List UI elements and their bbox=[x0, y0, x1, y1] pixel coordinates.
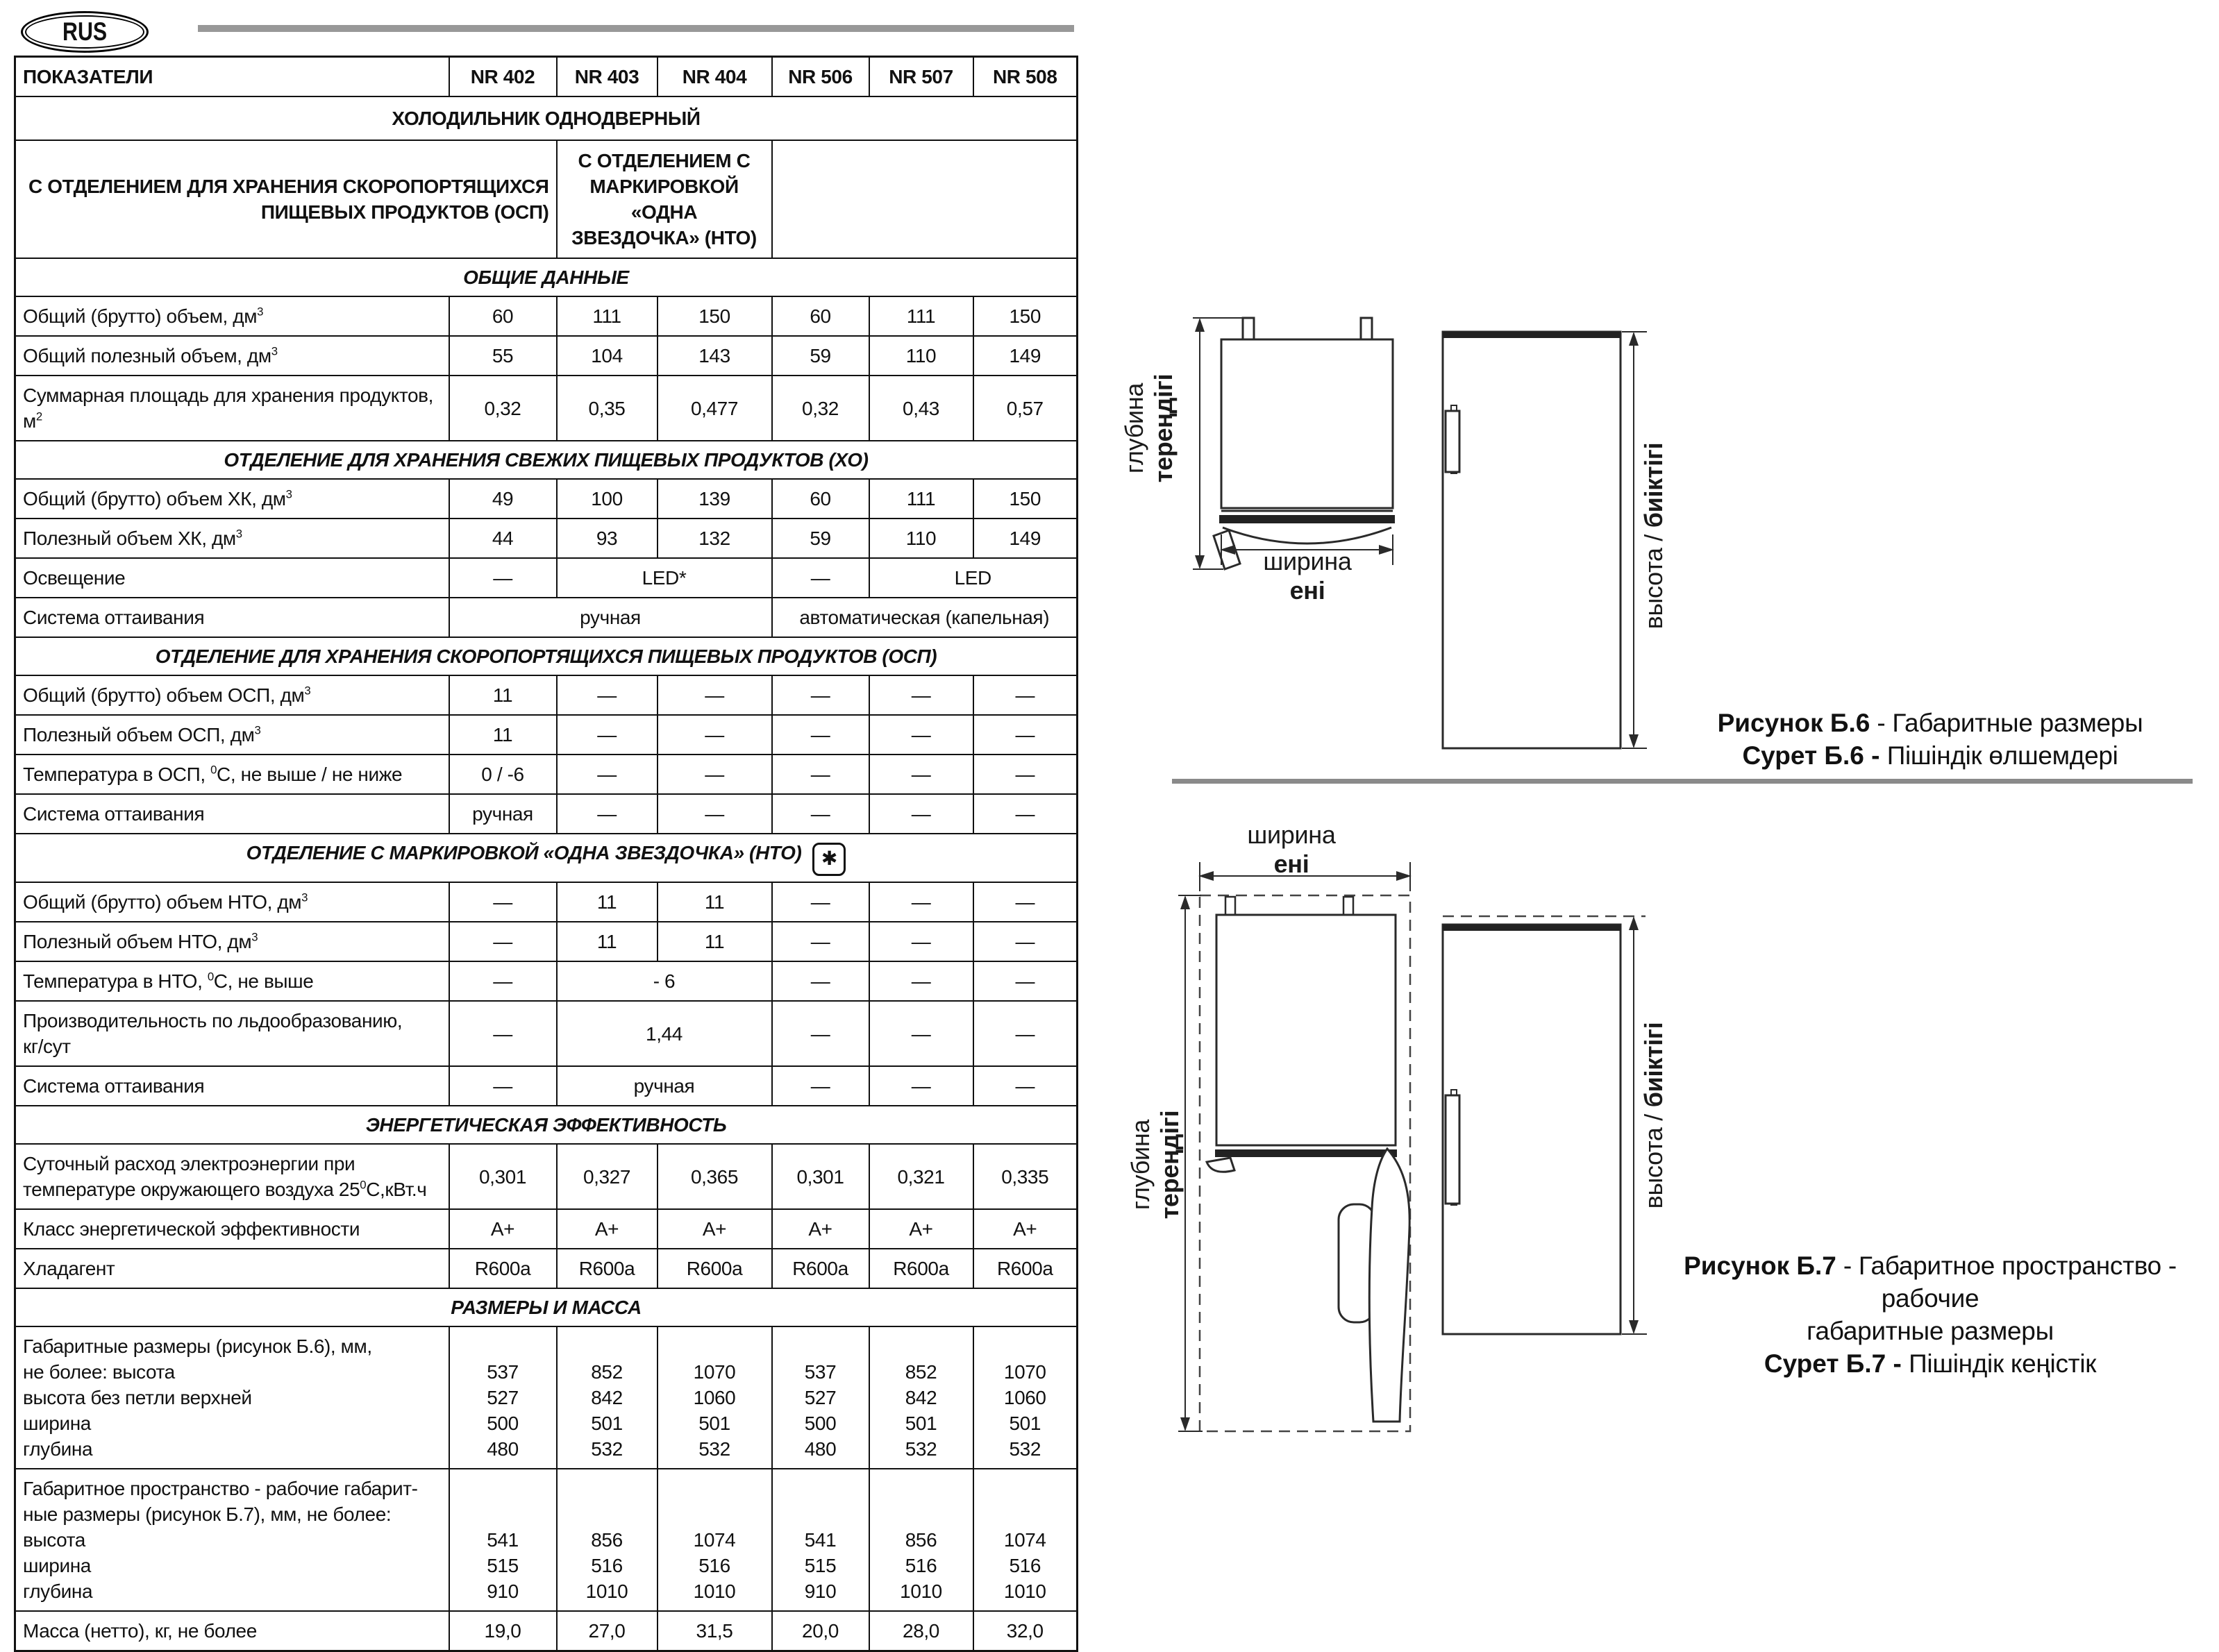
subheader-cell: С ОТДЕЛЕНИЕМ С МАРКИРОВКОЙ «ОДНА ЗВЕЗДОЧКА» (НТО) bbox=[557, 140, 772, 258]
depth-label-ru: глубина bbox=[1120, 382, 1148, 474]
table-row bbox=[15, 1066, 1078, 1106]
cell-value: 0,35 bbox=[557, 376, 658, 441]
column-header: NR 404 bbox=[658, 57, 772, 97]
height-label-kk: биіктігі bbox=[1639, 1022, 1668, 1108]
section-title: ЭНЕРГЕТИЧЕСКАЯ ЭФФЕКТИВНОСТЬ bbox=[15, 1106, 1078, 1144]
row-label: Общий (брутто) объем ХК, $дм^3$ bbox=[15, 479, 449, 519]
width-label-ru: ширина bbox=[1263, 547, 1352, 575]
cell-value: А+ bbox=[973, 1209, 1078, 1249]
one-star-icon: ✱ bbox=[812, 843, 846, 876]
row-label: Температура в ОСП, $^0$С, не выше / не ниже bbox=[15, 755, 449, 794]
table-row bbox=[15, 1209, 1078, 1249]
cell-value: 0 / -6 bbox=[449, 755, 557, 794]
cell-value: 31,5 bbox=[658, 1611, 772, 1651]
row-label: Система оттаивания bbox=[15, 1066, 449, 1106]
section-row bbox=[15, 441, 1078, 479]
depth-label-ru: глубина bbox=[1126, 1119, 1155, 1211]
cell-value: 139 bbox=[658, 479, 772, 519]
b7-height-dimension-label bbox=[1639, 963, 1668, 1268]
table-row bbox=[15, 296, 1078, 336]
section-row bbox=[15, 1288, 1078, 1326]
cell-value: 11 bbox=[449, 715, 557, 755]
column-header: NR 402 bbox=[449, 57, 557, 97]
cell-value: — bbox=[557, 715, 658, 755]
table-row bbox=[15, 1001, 1078, 1066]
cell-value: 143 bbox=[658, 336, 772, 376]
cell-value: ручная bbox=[449, 598, 772, 637]
cell-value: 100 bbox=[557, 479, 658, 519]
cell-value: А+ bbox=[449, 1209, 557, 1249]
cell-value: — bbox=[973, 922, 1078, 961]
row-label: Полезный объем НТО, $дм^3$ bbox=[15, 922, 449, 961]
column-header: NR 403 bbox=[557, 57, 658, 97]
row-label: Суточный расход электроэнергии при температуре окружающего воздуха $25^0С,кВт.ч$ bbox=[15, 1144, 449, 1209]
subheader-row bbox=[15, 140, 1078, 258]
cell-value: — bbox=[658, 755, 772, 794]
cell-value: 1,44 bbox=[557, 1001, 772, 1066]
table-row bbox=[15, 1326, 1078, 1469]
column-header: NR 506 bbox=[772, 57, 869, 97]
table-row bbox=[15, 755, 1078, 794]
cell-value: — bbox=[869, 961, 973, 1001]
cell-value: 149 bbox=[973, 519, 1078, 558]
row-label: Температура в НТО, $^0$С, не выше bbox=[15, 961, 449, 1001]
row-label: Масса (нетто), кг, не более bbox=[15, 1611, 449, 1651]
cell-value: — bbox=[973, 882, 1078, 922]
fridge-front-view bbox=[1443, 925, 1621, 1334]
spec-table bbox=[14, 56, 1078, 1652]
cell-value: — bbox=[658, 794, 772, 834]
cell-value: — bbox=[772, 961, 869, 1001]
cell-value: — bbox=[557, 675, 658, 715]
column-header: NR 507 bbox=[869, 57, 973, 97]
cell-value: R600a bbox=[658, 1249, 772, 1288]
cell-value: 93 bbox=[557, 519, 658, 558]
depth-label-kk: тереңдігі bbox=[1149, 373, 1178, 483]
cell-value: — bbox=[557, 755, 658, 794]
cell-value: 0,365 bbox=[658, 1144, 772, 1209]
cell-value: 0,301 bbox=[772, 1144, 869, 1209]
cell-value: 0,301 bbox=[449, 1144, 557, 1209]
section-divider-line bbox=[1172, 779, 2193, 784]
section-row bbox=[15, 258, 1078, 296]
table-row bbox=[15, 882, 1078, 922]
cell-value: ручная bbox=[557, 1066, 772, 1106]
cell-value: R600a bbox=[557, 1249, 658, 1288]
section-title: ОТДЕЛЕНИЕ ДЛЯ ХРАНЕНИЯ СВЕЖИХ ПИЩЕВЫХ ПРОДУКТОВ (ХО) bbox=[15, 441, 1078, 479]
width-label-kk: ені bbox=[1289, 576, 1325, 605]
cell-value: 537 527 500 480 bbox=[449, 1326, 557, 1469]
rus-badge-label: RUS bbox=[62, 17, 108, 46]
table-row bbox=[15, 479, 1078, 519]
cell-value: — bbox=[658, 715, 772, 755]
header-row bbox=[15, 57, 1078, 97]
cell-value: — bbox=[449, 922, 557, 961]
height-label-kk: биіктігі bbox=[1639, 442, 1668, 528]
cell-value: А+ bbox=[772, 1209, 869, 1249]
cell-value: — bbox=[449, 1001, 557, 1066]
column-header: NR 508 bbox=[973, 57, 1078, 97]
cell-value: — bbox=[973, 715, 1078, 755]
caption-line: Рисунок Б.6 - Габаритные размеры bbox=[1717, 709, 2143, 737]
cell-value: 104 bbox=[557, 336, 658, 376]
figure-b6-caption bbox=[1680, 707, 2180, 772]
rus-language-badge bbox=[21, 11, 149, 53]
row-label: Хладагент bbox=[15, 1249, 449, 1288]
cell-value: — bbox=[772, 675, 869, 715]
cell-value: 11 bbox=[557, 882, 658, 922]
cell-value: — bbox=[973, 675, 1078, 715]
cell-value: ручная bbox=[449, 794, 557, 834]
cell-value: 541 515 910 bbox=[772, 1469, 869, 1611]
row-label: Габаритные размеры (рисунок Б.6), мм, не более: высота высота без петли верхней ширина глубина bbox=[15, 1326, 449, 1469]
subheader-cell: С ОТДЕЛЕНИЕМ ДЛЯ ХРАНЕНИЯ СКОРОПОРТЯЩИХСЯ ПИЩЕВЫХ ПРОДУКТОВ (ОСП) bbox=[15, 140, 557, 258]
row-label: Класс энергетической эффективности bbox=[15, 1209, 449, 1249]
cell-value: 60 bbox=[772, 479, 869, 519]
row-label: Общий (брутто) объем НТО, $дм^3$ bbox=[15, 882, 449, 922]
fridge-top-view-open-door bbox=[1207, 897, 1409, 1422]
table-row bbox=[15, 961, 1078, 1001]
cell-value: 537 527 500 480 bbox=[772, 1326, 869, 1469]
fridge-front-view bbox=[1443, 332, 1621, 748]
cell-value: 0,57 bbox=[973, 376, 1078, 441]
cell-value: 111 bbox=[869, 479, 973, 519]
caption-line: Сурет Б.7 - Пішіндік кеңістік bbox=[1764, 1349, 2097, 1378]
cell-value: 44 bbox=[449, 519, 557, 558]
cell-value: 28,0 bbox=[869, 1611, 973, 1651]
table-row bbox=[15, 1249, 1078, 1288]
row-label: Система оттаивания bbox=[15, 794, 449, 834]
cell-value: 856 516 1010 bbox=[557, 1469, 658, 1611]
cell-value: R600a bbox=[449, 1249, 557, 1288]
top-divider-line bbox=[198, 25, 1074, 32]
title-row bbox=[15, 96, 1078, 140]
cell-value: — bbox=[772, 882, 869, 922]
cell-value: — bbox=[869, 1001, 973, 1066]
cell-value: 0,321 bbox=[869, 1144, 973, 1209]
cell-value: 0,327 bbox=[557, 1144, 658, 1209]
cell-value: 19,0 bbox=[449, 1611, 557, 1651]
figure-b7-caption bbox=[1666, 1249, 2194, 1380]
row-label: Полезный объем ОСП, $дм^3$ bbox=[15, 715, 449, 755]
row-label: Общий (брутто) объем ОСП, $дм^3$ bbox=[15, 675, 449, 715]
cell-value: 1070 1060 501 532 bbox=[658, 1326, 772, 1469]
cell-value: LED bbox=[869, 558, 1078, 598]
cell-value: 59 bbox=[772, 336, 869, 376]
table-row bbox=[15, 922, 1078, 961]
cell-value: 0,43 bbox=[869, 376, 973, 441]
cell-value: 11 bbox=[658, 922, 772, 961]
cell-value: — bbox=[449, 961, 557, 1001]
row-label: Полезный объем ХК, $дм^3$ bbox=[15, 519, 449, 558]
table-row bbox=[15, 519, 1078, 558]
b6-width-dimension-label bbox=[1217, 547, 1398, 605]
b6-height-dimension-label bbox=[1639, 390, 1668, 682]
height-label-ru: высота / bbox=[1639, 1107, 1668, 1209]
table-row bbox=[15, 558, 1078, 598]
cell-value: 60 bbox=[772, 296, 869, 336]
cell-value: — bbox=[973, 794, 1078, 834]
cell-value: 0,477 bbox=[658, 376, 772, 441]
cell-value: — bbox=[973, 755, 1078, 794]
row-label: Освещение bbox=[15, 558, 449, 598]
cell-value: 59 bbox=[772, 519, 869, 558]
cell-value: 11 bbox=[449, 675, 557, 715]
table-row bbox=[15, 675, 1078, 715]
cell-value: 541 515 910 bbox=[449, 1469, 557, 1611]
cell-value: 852 842 501 532 bbox=[557, 1326, 658, 1469]
cell-value: 110 bbox=[869, 336, 973, 376]
row-label: Общий полезный объем, $дм^3$ bbox=[15, 336, 449, 376]
caption-line: Рисунок Б.7 - Габаритное пространство - рабочие bbox=[1684, 1251, 2177, 1313]
cell-value: - 6 bbox=[557, 961, 772, 1001]
cell-value: R600a bbox=[973, 1249, 1078, 1288]
subheader-cell bbox=[772, 140, 1078, 258]
cell-value: 111 bbox=[557, 296, 658, 336]
column-header: ПОКАЗАТЕЛИ bbox=[15, 57, 449, 97]
cell-value: 55 bbox=[449, 336, 557, 376]
cell-value: — bbox=[449, 882, 557, 922]
caption-line: габаритные размеры bbox=[1807, 1317, 2054, 1345]
width-label-ru: ширина bbox=[1247, 820, 1336, 849]
cell-value: — bbox=[557, 794, 658, 834]
cell-value: 20,0 bbox=[772, 1611, 869, 1651]
section-title: ОТДЕЛЕНИЕ С МАРКИРОВКОЙ «ОДНА ЗВЕЗДОЧКА» (НТО) ✱ bbox=[15, 834, 1078, 882]
figure-b6-drawing bbox=[1097, 292, 1673, 777]
b7-width-dimension-label bbox=[1201, 820, 1382, 879]
cell-value: — bbox=[973, 1001, 1078, 1066]
fridge-top-view bbox=[1214, 318, 1395, 569]
cell-value: А+ bbox=[869, 1209, 973, 1249]
table-row bbox=[15, 336, 1078, 376]
cell-value: — bbox=[869, 715, 973, 755]
cell-value: 60 bbox=[449, 296, 557, 336]
table-row bbox=[15, 794, 1078, 834]
table-row bbox=[15, 1469, 1078, 1611]
cell-value: 132 bbox=[658, 519, 772, 558]
cell-value: — bbox=[869, 1066, 973, 1106]
cell-value: — bbox=[973, 961, 1078, 1001]
table-title: ХОЛОДИЛЬНИК ОДНОДВЕРНЫЙ bbox=[15, 96, 1078, 140]
cell-value: — bbox=[869, 882, 973, 922]
cell-value: 0,32 bbox=[772, 376, 869, 441]
depth-label-kk: тереңдігі bbox=[1155, 1110, 1184, 1220]
cell-value: 11 bbox=[658, 882, 772, 922]
cell-value: 150 bbox=[973, 296, 1078, 336]
cell-value: 110 bbox=[869, 519, 973, 558]
cell-value: — bbox=[449, 1066, 557, 1106]
cell-value: — bbox=[772, 1066, 869, 1106]
table-row bbox=[15, 1144, 1078, 1209]
cell-value: 0,32 bbox=[449, 376, 557, 441]
cell-value: — bbox=[772, 755, 869, 794]
cell-value: — bbox=[869, 675, 973, 715]
row-label: Габаритное пространство - рабочие габарит- ные размеры (рисунок Б.7), мм, не более: высота ширина глубина bbox=[15, 1469, 449, 1611]
section-row bbox=[15, 1106, 1078, 1144]
cell-value: — bbox=[772, 558, 869, 598]
cell-value: 149 bbox=[973, 336, 1078, 376]
cell-value: — bbox=[449, 558, 557, 598]
cell-value: 852 842 501 532 bbox=[869, 1326, 973, 1469]
cell-value: — bbox=[869, 922, 973, 961]
section-row bbox=[15, 637, 1078, 675]
b6-depth-dimension-label bbox=[1120, 352, 1178, 505]
table-row bbox=[15, 1611, 1078, 1651]
cell-value: 0,335 bbox=[973, 1144, 1078, 1209]
section-title: РАЗМЕРЫ И МАССА bbox=[15, 1288, 1078, 1326]
cell-value: — bbox=[869, 755, 973, 794]
cell-value: — bbox=[869, 794, 973, 834]
section-title: ОБЩИЕ ДАННЫЕ bbox=[15, 258, 1078, 296]
height-label-ru: высота / bbox=[1639, 528, 1668, 630]
caption-line: Сурет Б.6 - Пішіндік өлшемдері bbox=[1742, 741, 2118, 770]
cell-value: 1074 516 1010 bbox=[658, 1469, 772, 1611]
cell-value: — bbox=[772, 1001, 869, 1066]
cell-value: 27,0 bbox=[557, 1611, 658, 1651]
cell-value: 111 bbox=[869, 296, 973, 336]
cell-value: 856 516 1010 bbox=[869, 1469, 973, 1611]
row-label: Система оттаивания bbox=[15, 598, 449, 637]
row-label: Суммарная площадь для хранения продуктов, $м^2$ bbox=[15, 376, 449, 441]
cell-value: R600a bbox=[772, 1249, 869, 1288]
cell-value: А+ bbox=[658, 1209, 772, 1249]
cell-value: 150 bbox=[973, 479, 1078, 519]
cell-value: — bbox=[772, 715, 869, 755]
section-row bbox=[15, 834, 1078, 882]
cell-value: 1074 516 1010 bbox=[973, 1469, 1078, 1611]
cell-value: — bbox=[973, 1066, 1078, 1106]
cell-value: 11 bbox=[557, 922, 658, 961]
table-row bbox=[15, 598, 1078, 637]
cell-value: — bbox=[658, 675, 772, 715]
cell-value: 49 bbox=[449, 479, 557, 519]
table-row bbox=[15, 376, 1078, 441]
row-label: Общий (брутто) объем, $дм^3$ bbox=[15, 296, 449, 336]
section-title: ОТДЕЛЕНИЕ ДЛЯ ХРАНЕНИЯ СКОРОПОРТЯЩИХСЯ ПИЩЕВЫХ ПРОДУКТОВ (ОСП) bbox=[15, 637, 1078, 675]
cell-value: автоматическая (капельная) bbox=[772, 598, 1078, 637]
cell-value: R600a bbox=[869, 1249, 973, 1288]
table-row bbox=[15, 715, 1078, 755]
row-label: Производительность по льдообразованию, кг/сут bbox=[15, 1001, 449, 1066]
cell-value: А+ bbox=[557, 1209, 658, 1249]
cell-value: 32,0 bbox=[973, 1611, 1078, 1651]
cell-value: — bbox=[772, 922, 869, 961]
cell-value: 1070 1060 501 532 bbox=[973, 1326, 1078, 1469]
cell-value: LED* bbox=[557, 558, 772, 598]
cell-value: 150 bbox=[658, 296, 772, 336]
width-label-kk: ені bbox=[1273, 850, 1309, 878]
cell-value: — bbox=[772, 794, 869, 834]
b7-depth-dimension-label bbox=[1126, 1088, 1184, 1241]
